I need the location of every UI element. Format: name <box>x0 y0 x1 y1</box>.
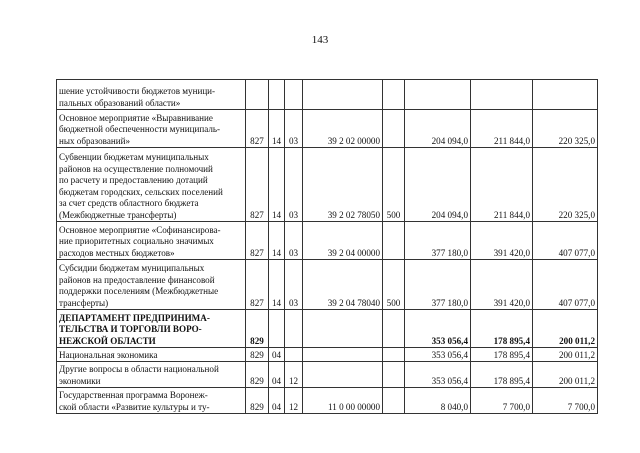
table-row <box>57 348 598 362</box>
row-name: Субвенции бюджетам муниципальных районов на осуществление полномочий по расчету и предоставлению дотаций бюджетам городских, сельских поселений за счет средств областного бюджета (Межбюджетные трансферты) <box>57 148 246 222</box>
table-row <box>57 362 598 388</box>
page-number: 143 <box>311 34 329 46</box>
amount-year-3: 7 700,0 <box>533 388 598 414</box>
amount-year-2: 178 895,4 <box>471 310 533 348</box>
row-name: Другие вопросы в области национальной экономики <box>57 362 246 388</box>
amount-year-2: 391 420,0 <box>471 260 533 310</box>
row-name: Государственная программа Воронеж- ской области «Развитие культуры и ту- <box>57 388 246 414</box>
row-name: Субсидии бюджетам муниципальных районов на предоставление финансовой поддержки поселениям (Межбюджетные трансферты) <box>57 260 246 310</box>
section-code <box>269 310 285 348</box>
section-code: 04 <box>269 388 285 414</box>
amount-year-1: 8 040,0 <box>405 388 471 414</box>
table-row <box>57 260 598 310</box>
row-name: шение устойчивости бюджетов муници- пальных образований области» <box>57 80 246 110</box>
amount-year-1: 204 094,0 <box>405 148 471 222</box>
expense-type-code <box>383 80 405 110</box>
amount-year-3: 200 011,2 <box>533 348 598 362</box>
amount-year-3: 220 325,0 <box>533 148 598 222</box>
target-article-code: 39 2 02 78050 <box>303 148 383 222</box>
expense-type-code: 500 <box>383 260 405 310</box>
target-article-code: 39 2 04 00000 <box>303 222 383 260</box>
amount-year-1: 353 056,4 <box>405 310 471 348</box>
subsection-code: 03 <box>285 222 303 260</box>
amount-year-2: 211 844,0 <box>471 110 533 148</box>
expense-type-code <box>383 222 405 260</box>
amount-year-2: 178 895,4 <box>471 348 533 362</box>
target-article-code: 39 2 04 78040 <box>303 260 383 310</box>
subsection-code: 03 <box>285 260 303 310</box>
subsection-code: 03 <box>285 110 303 148</box>
row-name: Национальная экономика <box>57 348 246 362</box>
target-article-code <box>303 348 383 362</box>
target-article-code <box>303 310 383 348</box>
table-row <box>57 148 598 222</box>
table-row <box>57 110 598 148</box>
amount-year-1: 377 180,0 <box>405 222 471 260</box>
grbs-code: 827 <box>246 110 269 148</box>
amount-year-2: 391 420,0 <box>471 222 533 260</box>
amount-year-3: 220 325,0 <box>533 110 598 148</box>
expense-type-code <box>383 362 405 388</box>
amount-year-2: 211 844,0 <box>471 148 533 222</box>
row-name: Основное мероприятие «Выравнивание бюджетной обеспеченности муниципаль- ных образований» <box>57 110 246 148</box>
table-row <box>57 388 598 414</box>
section-code: 04 <box>269 348 285 362</box>
amount-year-1: 204 094,0 <box>405 110 471 148</box>
table-row <box>57 310 598 348</box>
section-code: 14 <box>269 110 285 148</box>
grbs-code <box>246 80 269 110</box>
amount-year-1 <box>405 80 471 110</box>
table-row <box>57 222 598 260</box>
target-article-code: 39 2 02 00000 <box>303 110 383 148</box>
table-row <box>57 80 598 110</box>
expense-type-code <box>383 310 405 348</box>
expense-type-code <box>383 388 405 414</box>
amount-year-2 <box>471 80 533 110</box>
subsection-code: 03 <box>285 148 303 222</box>
amount-year-2: 7 700,0 <box>471 388 533 414</box>
amount-year-3: 407 077,0 <box>533 260 598 310</box>
budget-table <box>56 79 598 414</box>
grbs-code: 827 <box>246 148 269 222</box>
amount-year-3 <box>533 80 598 110</box>
grbs-code: 829 <box>246 348 269 362</box>
target-article-code: 11 0 00 00000 <box>303 388 383 414</box>
expense-type-code <box>383 348 405 362</box>
amount-year-3: 200 011,2 <box>533 362 598 388</box>
amount-year-1: 377 180,0 <box>405 260 471 310</box>
grbs-code: 829 <box>246 388 269 414</box>
subsection-code: 12 <box>285 362 303 388</box>
section-code: 04 <box>269 362 285 388</box>
subsection-code <box>285 310 303 348</box>
amount-year-3: 200 011,2 <box>533 310 598 348</box>
grbs-code: 827 <box>246 222 269 260</box>
grbs-code: 829 <box>246 310 269 348</box>
subsection-code: 12 <box>285 388 303 414</box>
section-code: 14 <box>269 148 285 222</box>
row-name: ДЕПАРТАМЕНТ ПРЕДПРИНИМА- ТЕЛЬСТВА И ТОРГОВЛИ ВОРО- НЕЖСКОЙ ОБЛАСТИ <box>57 310 246 348</box>
section-code <box>269 80 285 110</box>
target-article-code <box>303 362 383 388</box>
target-article-code <box>303 80 383 110</box>
subsection-code <box>285 348 303 362</box>
row-name: Основное мероприятие «Софинансирова- ние приоритетных социально значимых расходов местных бюджетов» <box>57 222 246 260</box>
expense-type-code <box>383 110 405 148</box>
section-code: 14 <box>269 222 285 260</box>
subsection-code <box>285 80 303 110</box>
section-code: 14 <box>269 260 285 310</box>
grbs-code: 827 <box>246 260 269 310</box>
expense-type-code: 500 <box>383 148 405 222</box>
amount-year-1: 353 056,4 <box>405 348 471 362</box>
amount-year-1: 353 056,4 <box>405 362 471 388</box>
grbs-code: 829 <box>246 362 269 388</box>
amount-year-2: 178 895,4 <box>471 362 533 388</box>
amount-year-3: 407 077,0 <box>533 222 598 260</box>
